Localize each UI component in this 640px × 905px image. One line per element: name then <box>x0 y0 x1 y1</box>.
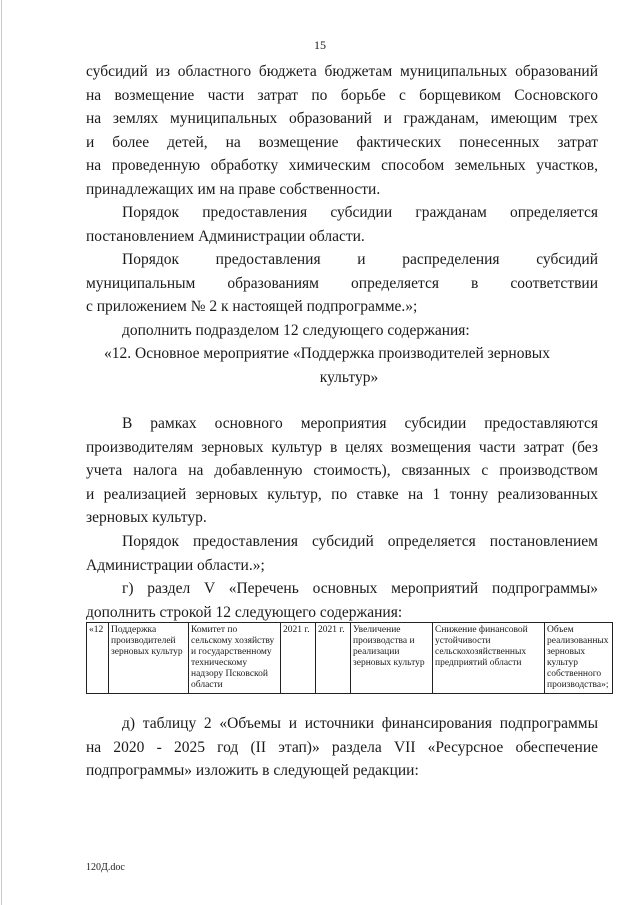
paragraph-1 <box>86 60 598 201</box>
heading-line: культур» <box>319 368 379 386</box>
table-row <box>87 623 613 694</box>
cell-start-year: 2021 г. <box>281 623 316 694</box>
paragraph-7 <box>86 577 598 624</box>
paragraph-8 <box>86 712 598 783</box>
text-line: принадлежащих им на праве собственности. <box>86 180 381 198</box>
text-line: Порядок предоставления субсидии гражданам определяется <box>122 204 598 221</box>
file-name-footer: 120Д.doc <box>86 862 125 873</box>
text-line: и реализацией зерновых культур, по ставке на 1 тонну реализованных <box>86 485 598 503</box>
cell-consequence: Снижение финансовой устойчивости сельскохозяйственных предприятий области <box>433 623 545 694</box>
text-line: г) раздел V «Перечень основных мероприятий подпрограммы» <box>122 580 598 597</box>
text-line: на проведенную обработку химическим способом земельных участков, <box>86 157 598 174</box>
text-line: зерновых культур. <box>86 509 207 526</box>
cell-indicator: Объем реализованных зерновых культур собственного производства»; <box>545 623 613 694</box>
text-line: д) таблицу 2 «Объемы и источники финансирования подпрограммы <box>122 715 598 732</box>
text-line: с приложением № 2 к настоящей подпрограмме.»; <box>86 298 418 315</box>
paragraph-3 <box>86 248 598 319</box>
cell-executor: Комитет по сельскому хозяйству и государственному техническому надзору Псковской области <box>189 623 281 694</box>
paragraph-2 <box>86 201 598 248</box>
cell-activity-name: Поддержка производителей зерновых культур <box>109 623 189 694</box>
page-number: 15 <box>314 38 326 52</box>
text-line: постановлением Администрации области. <box>86 227 365 245</box>
paragraph-6 <box>86 530 598 577</box>
page-edge <box>1 0 2 905</box>
text-line: муниципальным образованиям определяется в соответствии <box>86 274 598 292</box>
paragraph-5 <box>86 412 598 530</box>
text-line: субсидий из областного бюджета бюджетам муниципальных образований <box>86 63 598 80</box>
text-line: дополнить подразделом 12 следующего содержания: <box>122 322 470 339</box>
text-line: и более детей, на возмещение фактических понесенных затрат <box>86 133 598 151</box>
text-line: дополнить строкой 12 следующего содержания: <box>86 603 403 621</box>
text-line: Администрации области.»; <box>86 556 265 574</box>
cell-end-year: 2021 г. <box>316 623 351 694</box>
heading-line: «12. Основное мероприятие «Поддержка производителей зерновых <box>104 345 550 362</box>
cell-number: «12 <box>87 623 109 694</box>
text-line: производителям зерновых культур в целях возмещения части затрат (без <box>86 438 598 456</box>
text-line: Порядок предоставления и распределения субсидий <box>122 251 598 268</box>
cell-expected-result: Увеличение производства и реализации зерновых культур <box>351 623 433 694</box>
paragraph-4 <box>86 319 598 343</box>
text-line: Порядок предоставления субсидий определяется постановлением <box>122 533 598 550</box>
table-row-12 <box>86 622 613 694</box>
text-line: подпрограммы» изложить в следующей редакции: <box>86 762 419 779</box>
text-line: на возмещение части затрат по борьбе с борщевиком Сосновского <box>86 86 598 104</box>
text-line: В рамках основного мероприятия субсидии предоставляются <box>122 415 598 432</box>
text-line: учета налога на добавленную стоимость), связанных с производством <box>86 462 598 479</box>
text-line: на землях муниципальных образований и гражданам, имеющим трех <box>86 110 598 127</box>
section-heading <box>86 342 612 389</box>
text-line: на 2020 - 2025 год (II этап)» раздела VII «Ресурсное обеспечение <box>86 738 598 756</box>
